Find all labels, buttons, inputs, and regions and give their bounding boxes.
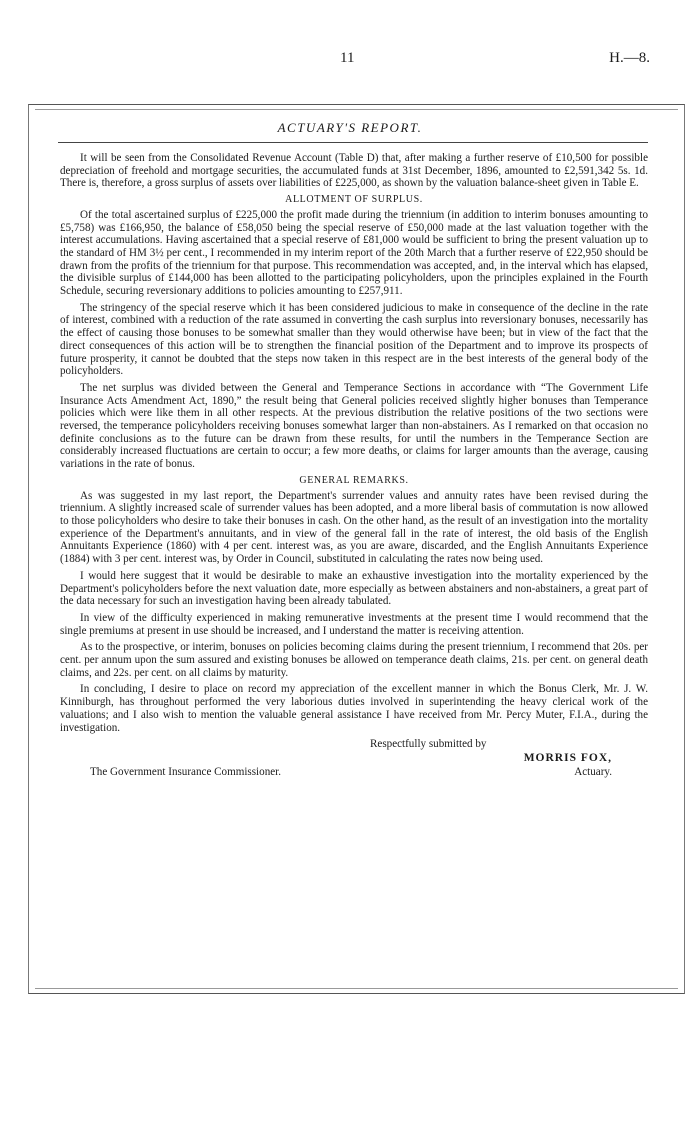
submitted-line: Respectfully submitted by [370,738,487,751]
signer-name: MORRIS FOX, [523,752,612,765]
addressee: The Government Insurance Commissioner. [90,766,282,779]
allotment-paragraph-1: Of the total ascertained surplus of £225,000 the profit made during the triennium (in addition to interim bonuses amounting to £5,758) was £166,950, the balance of £58,050 being the special reserve of £50,000 made at the last valuation together with the interest accumulations. Having ascertained that a special reserve of £81,000 would be sufficient to bring the present valuation up to the standard of HM 3½ per cent., I recommended in my interim report of the 20th March that a further reserve of £22,950 should be drawn from the profits of the triennium for that purpose. This recommendation was accepted, and, in the interval which has elapsed, the divisible surplus of £144,000 has been allotted to the participating policyholders, upon the principles explained in the Fourth Schedule, securing reversionary additions to policies amounting to £257,911. [60,208,648,298]
section-heading-allotment: ALLOTMENT OF SURPLUS. [285,194,423,206]
remarks-paragraph-2: I would here suggest that it would be desirable to make an exhaustive investigation into the mortality experienced by the Department's policyholders before the next valuation date, more especially as between abstainers and non-abstainers, a great part of the data necessary for such an investigation having been already tabulated. [60,569,648,608]
signoff-block [60,738,648,788]
allotment-paragraph-3: The net surplus was divided between the General and Temperance Sections in accordance with “The Government Life Insurance Acts Amendment Act, 1890,” the result being that General policies received slightly higher bonuses than Temperance policies which were like them in all other respects. At the previous distribution the relative positions of the two sections were reversed, the temperance policyholders receiving bonuses somewhat larger than non-abstainers. As I remarked on that occasion no definite conclusions as to the future can be drawn from these results, for until the numbers in the Temperance Section are considerably increased fluctuations are certain to occur; a few more deaths, or claims for larger amounts than the average, causing variations in the rate of bonus. [60,381,648,471]
intro-paragraph: It will be seen from the Consolidated Revenue Account (Table D) that, after making a further reserve of £10,500 for possible depreciation of freehold and mortgage securities, the accumulated funds at 31st December, 1896, amounted to £2,591,342 5s. 1d. There is, therefore, a gross surplus of assets over liabilities of £225,000, as shown by the valuation balance-sheet given in Table E. [60,152,648,190]
report-body [60,152,648,788]
allotment-paragraph-2: The stringency of the special reserve which it has been considered judicious to make in consequence of the decline in the rate of interest, combined with a reduction of the rate assumed in converting the cash surplus into reversionary bonuses, necessarily has the effect of causing those bonuses to be somewhat smaller than they would otherwise have been; but in view of the fact that the direct consequences of this action will be to strengthen the financial position of the Department and to improve its prospects of future prosperity, it cannot be doubted that the steps now taken in this respect are in the best interests of the general body of the policyholders. [60,301,648,378]
signer-title: Actuary. [574,766,612,779]
remarks-paragraph-4: As to the prospective, or interim, bonuses on policies becoming claims during the present triennium, I recommend that 20s. per cent. per annum upon the sum assured and existing bonuses be allowed on temperance death claims, 21s. per cent. on general death claims, and 22s. per cent. on all claims by maturity. [60,641,648,679]
remarks-paragraph-5: In concluding, I desire to place on record my appreciation of the excellent manner in which the Bonus Clerk, Mr. J. W. Kinniburgh, has throughout performed the very laborious duties involved in superintending the heavy clerical work of the valuations; and I also wish to mention the valuable general assistance I have received from Mr. Percy Muter, F.I.A., during the investigation. [60,683,648,734]
remarks-paragraph-3: In view of the difficulty experienced in making remunerative investments at the present time I would recommend that the single premiums at present in use should be increased, and I understand the matter is receiving attention. [60,611,648,637]
document-reference: H.—8. [609,50,650,66]
page-number: 11 [340,50,355,66]
title-rule [58,142,648,143]
page-header [0,50,700,72]
section-heading-general-remarks: GENERAL REMARKS. [299,474,409,486]
report-title: ACTUARY'S REPORT. [277,120,423,135]
remarks-paragraph-1: As was suggested in my last report, the Department's surrender values and annuity rates have been revised during the triennium. A slightly increased scale of surrender values has been adopted, and a more liberal basis of commutation is now allowed to those policyholders who desire to take their bonuses in cash. On the other hand, as the result of an investigation into the mortality experience of the Department's annuitants, and in view of the general fall in the rate of interest, the old basis of the English Annuitants Experience (1860) with 4 per cent. interest was, as you are aware, discarded, and the English Annuitants Experience (1884) with 3 per cent. interest was, by Order in Council, substituted in calculating the rates now being used. [60,489,648,566]
